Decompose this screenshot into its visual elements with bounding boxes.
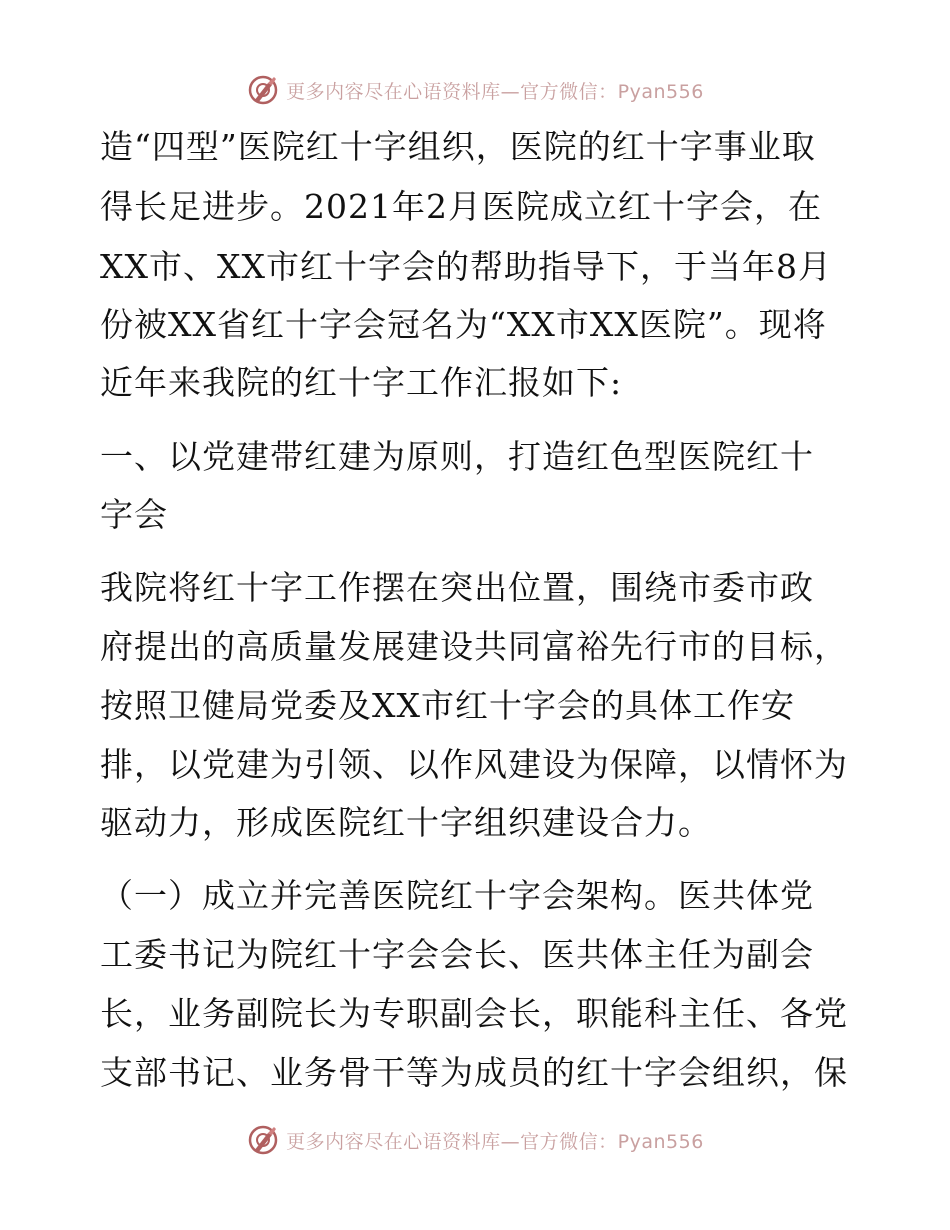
body-line: 我院将红十字工作摆在突出位置，围绕市委市政	[100, 568, 814, 607]
section-heading-1: 一、以党建带红建为原则，打造红色型医院红十	[100, 437, 814, 476]
body-line: 按照卫健局党委及XX市红十字会的具体工作安	[100, 686, 795, 725]
watermark-text: 更多内容尽在心语资料库—官方微信：Pyan556	[286, 1130, 704, 1153]
watermark-text: 更多内容尽在心语资料库—官方微信：Pyan556	[286, 80, 704, 103]
body-line: 份被XX省红十字会冠名为“XX市XX医院”。现将	[100, 305, 827, 344]
body-line: 长，业务副院长为专职副会长，职能科主任、各党	[100, 994, 848, 1033]
body-line: 近年来我院的红十字工作汇报如下:	[100, 363, 623, 402]
subsection-heading-1: （一）成立并完善医院红十字会架构。医共体党	[100, 876, 814, 915]
pen-logo-icon	[246, 73, 280, 107]
body-line: 府提出的高质量发展建设共同富裕先行市的目标，	[100, 627, 848, 666]
body-line: 排，以党建为引领、以作风建设为保障，以情怀为	[100, 745, 848, 784]
body-line: 造“四型”医院红十字组织，医院的红十字事业取	[100, 127, 816, 166]
body-line: 驱动力，形成医院红十字组织建设合力。	[100, 803, 712, 842]
header-watermark	[0, 70, 950, 110]
section-heading-1-cont: 字会	[100, 495, 168, 534]
pen-logo-icon	[246, 1123, 280, 1157]
body-line: XX市、XX市红十字会的帮助指导下，于当年8月	[100, 247, 832, 286]
body-line: 工委书记为院红十字会会长、医共体主任为副会	[100, 935, 814, 974]
footer-watermark	[0, 1120, 950, 1160]
body-line: 得长足进步。2021年2月医院成立红十字会，在	[100, 187, 822, 226]
body-line: 支部书记、业务骨干等为成员的红十字会组织，保	[100, 1053, 848, 1092]
